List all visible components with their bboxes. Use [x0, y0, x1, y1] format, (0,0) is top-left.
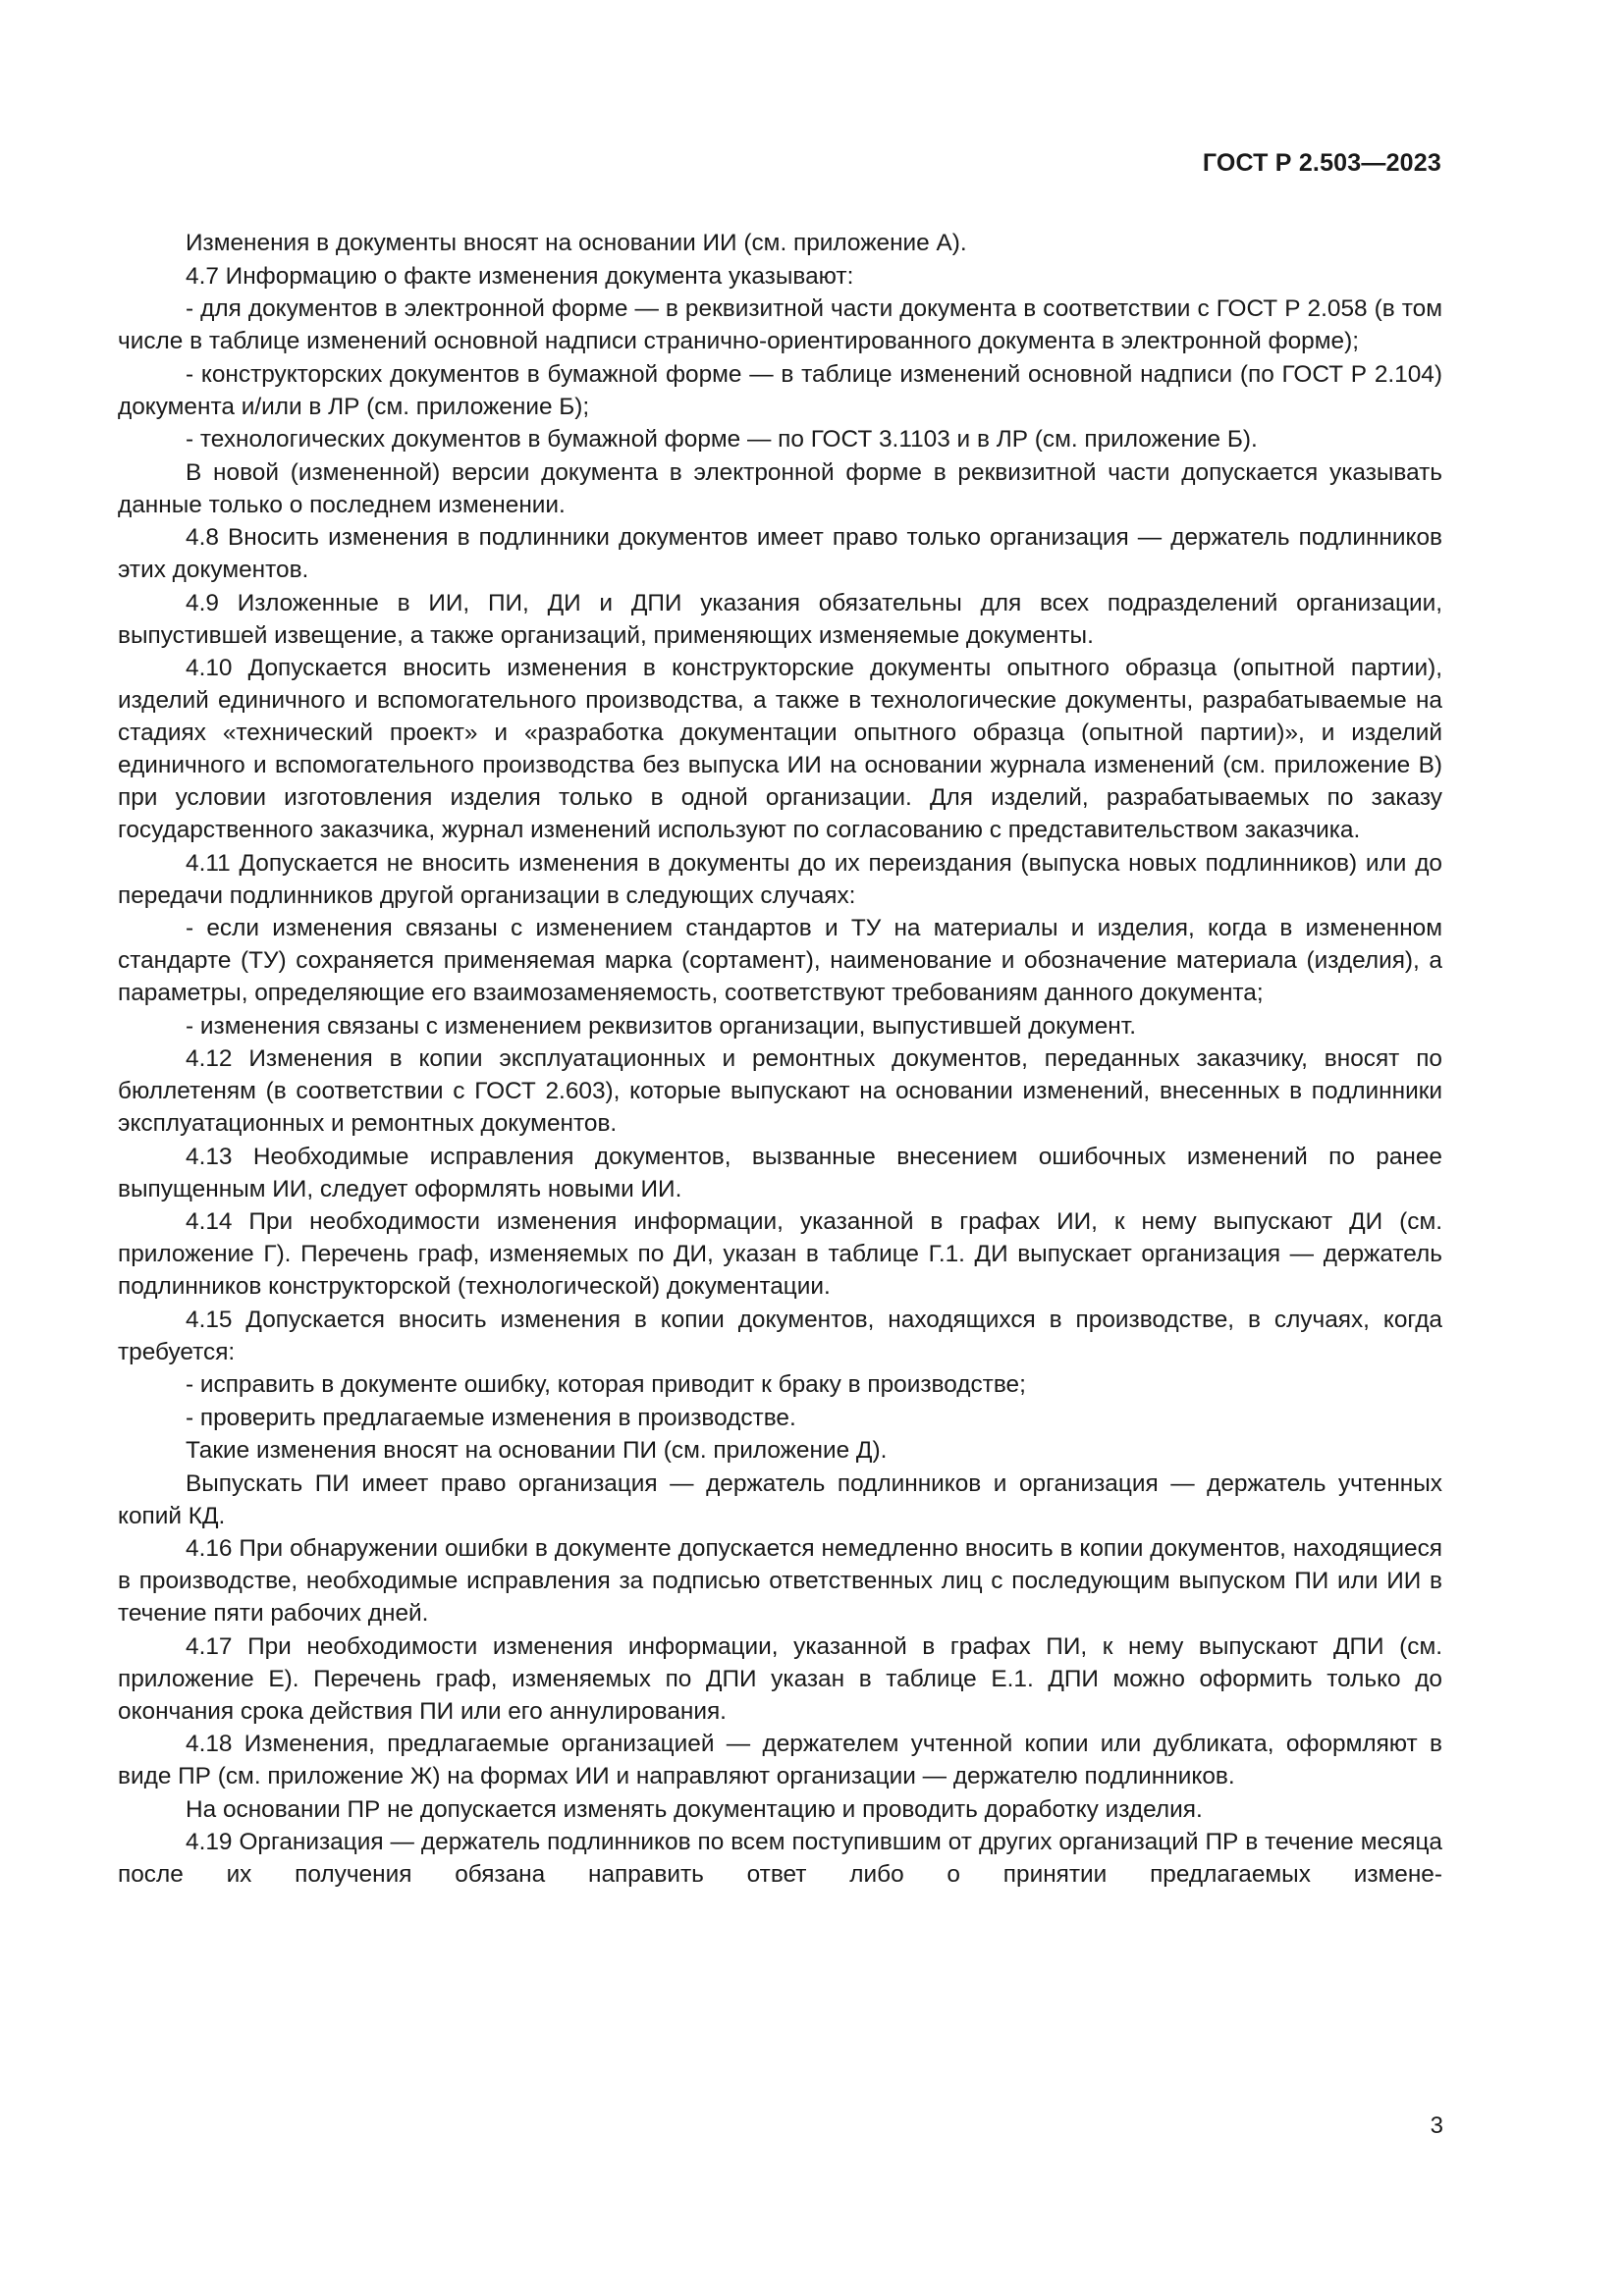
paragraph: 4.9 Изложенные в ИИ, ПИ, ДИ и ДПИ указания обязательны для всех подразделений организации, выпустившей извещение, а также организаций, применяющих изменяемые документы. — [118, 589, 1442, 649]
paragraph: 4.17 При необходимости изменения информации, указанной в графах ПИ, к нему выпускают ДПИ (см. приложение Е). Перечень граф, изменяемых по ДПИ указан в таблице Е.1. ДПИ можно оформить только до окончания срока действия ПИ или его аннулирования. — [118, 1632, 1442, 1725]
paragraph: - изменения связаны с изменением реквизитов организации, выпустившей документ. — [186, 1012, 1136, 1040]
paragraph: 4.19 Организация — держатель подлинников по всем поступившим от других организаций ПР в течение месяца после их получения обязана направить ответ либо о принятии предлагаемых измене- — [118, 1829, 1442, 1888]
paragraph: 4.10 Допускается вносить изменения в конструкторские документы опытного образца (опытной партии), изделий единичного и вспомогательного производства, а также в технологические документы, разрабатываемые на стадиях «технический проект» и «разработка документации опытного образца (опытной партии)», и изделий единичного и вспомогательного производства без выпуска ИИ на основании журнала изменений (см. приложение В) при условии изготовления изделия только в одной организации. Для изделий, разрабатываемых по заказу государственного заказчика, журнал изменений используют по согласованию с представительством заказчика. — [118, 655, 1442, 843]
paragraph: 4.8 Вносить изменения в подлинники документов имеет право только организация — держатель подлинников этих документов. — [118, 524, 1442, 583]
paragraph: В новой (измененной) версии документа в электронной форме в реквизитной части допускается указывать данные только о последнем изменении. — [118, 458, 1442, 518]
paragraph: - конструкторских документов в бумажной форме — в таблице изменений основной надписи (по ГОСТ Р 2.104) документа и/или в ЛР (см. приложение Б); — [118, 360, 1442, 420]
paragraph: 4.14 При необходимости изменения информации, указанной в графах ИИ, к нему выпускают ДИ (см. приложение Г). Перечень граф, изменяемых по ДИ, указан в таблице Г.1. ДИ выпускает организация — держатель подлинников конструкторской (технологической) документации. — [118, 1208, 1442, 1300]
paragraph: - проверить предлагаемые изменения в производстве. — [186, 1404, 796, 1431]
paragraph: 4.12 Изменения в копии эксплуатационных и ремонтных документов, переданных заказчику, вносят по бюллетеням (в соответствии с ГОСТ 2.603), которые выпускают на основании изменений, внесенных в подлинники эксплуатационных и ремонтных документов. — [118, 1045, 1442, 1137]
paragraph: - для документов в электронной форме — в реквизитной части документа в соответствии с ГОСТ Р 2.058 (в том числе в таблице изменений основной надписи странично-ориентированного документа в электронной форме); — [118, 295, 1442, 354]
paragraph: Изменения в документы вносят на основании ИИ (см. приложение А). — [186, 230, 967, 256]
paragraph: На основании ПР не допускается изменять документацию и проводить доработку изделия. — [186, 1795, 1203, 1823]
document-body — [118, 227, 1442, 1892]
page-number: 3 — [1430, 2112, 1443, 2139]
paragraph: 4.18 Изменения, предлагаемые организацией — держателем учтенной копии или дубликата, оформляют в виде ПР (см. приложение Ж) на формах ИИ и направляют организации — держателю подлинников. — [118, 1731, 1442, 1789]
paragraph: 4.13 Необходимые исправления документов, вызванные внесением ошибочных изменений по ранее выпущенным ИИ, следует оформлять новыми ИИ. — [118, 1143, 1442, 1202]
paragraph: 4.11 Допускается не вносить изменения в документы до их переиздания (выпуска новых подлинников) или до передачи подлинников другой организации в следующих случаях: — [118, 849, 1442, 909]
paragraph: - исправить в документе ошибку, которая приводит к браку в производстве; — [186, 1371, 1026, 1398]
paragraph: - технологических документов в бумажной форме — по ГОСТ 3.1103 и в ЛР (см. приложение Б). — [186, 426, 1258, 453]
paragraph: Такие изменения вносят на основании ПИ (см. приложение Д). — [186, 1437, 888, 1464]
document-header-code: ГОСТ Р 2.503—2023 — [1202, 149, 1441, 177]
paragraph: - если изменения связаны с изменением стандартов и ТУ на материалы и изделия, когда в измененном стандарте (ТУ) сохраняется применяемая марка (сортамент), наименование и обозначение материала (изделия), а параметры, определяющие его взаимозаменяемость, соответствуют требованиям данного документа; — [118, 915, 1442, 1006]
paragraph: 4.7 Информацию о факте изменения документа указывают: — [186, 262, 854, 290]
paragraph: 4.15 Допускается вносить изменения в копии документов, находящихся в производстве, в случаях, когда требуется: — [118, 1306, 1442, 1365]
paragraph: 4.16 При обнаружении ошибки в документе допускается немедленно вносить в копии документов, находящиеся в производстве, необходимые исправления за подписью ответственных лиц с последующим выпуском ПИ или ИИ в течение пяти рабочих дней. — [118, 1535, 1442, 1627]
paragraph: Выпускать ПИ имеет право организация — держатель подлинников и организация — держатель учтенных копий КД. — [118, 1469, 1442, 1529]
